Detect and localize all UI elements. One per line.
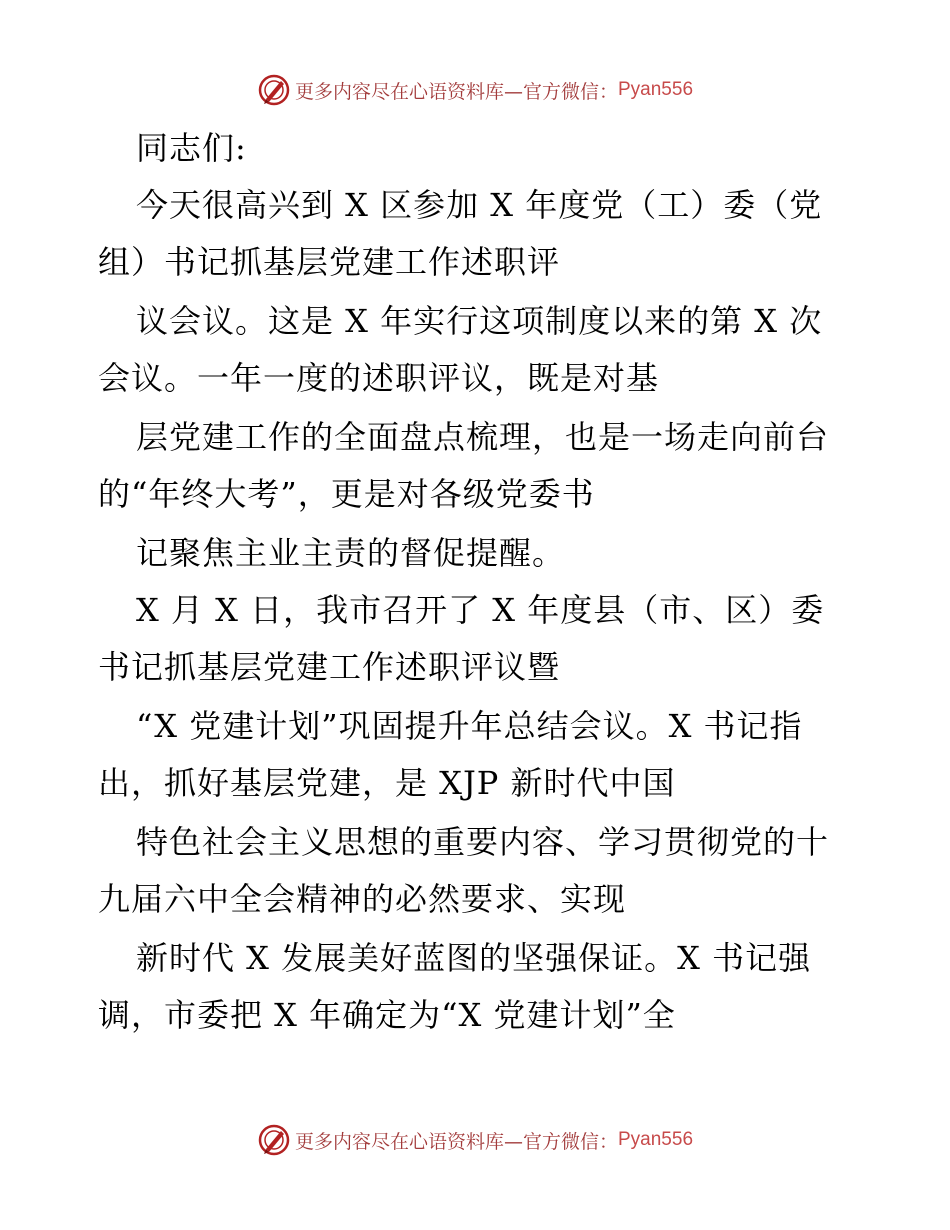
text-line: 议会议。这是 X 年实行这项制度以来的第 X 次 [136,302,823,340]
text-line: 同志们: [136,129,247,167]
text-line: 组）书记抓基层党建工作述职评 [98,243,561,281]
text-line: 记聚焦主业主责的督促提醒。 [136,534,566,572]
text-line: 书记抓基层党建工作述职评议暨 [98,648,561,686]
text-line: “X 党建计划”巩固提升年总结会议。X 书记指 [136,707,803,745]
text-line: 的“年终大考”，更是对各级党委书 [98,475,595,513]
text-line: 调，市委把 X 年确定为“X 党建计划”全 [98,996,676,1034]
text-line: 九届六中全会精神的必然要求、实现 [98,880,627,918]
text-line: 会议。一年一度的述职评议，既是对基 [98,359,660,397]
footer-watermark [0,1120,950,1160]
pen-logo-icon [257,73,291,107]
watermark-wechat-id: Pyan556 [618,79,694,100]
text-line: X 月 X 日，我市召开了 X 年度县（市、区）委 [136,591,825,629]
header-watermark [0,70,950,110]
text-line: 今天很高兴到 X 区参加 X 年度党（工）委（党 [136,186,823,224]
text-line: 特色社会主义思想的重要内容、学习贯彻党的十 [136,823,830,861]
text-line: 层党建工作的全面盘点梳理，也是一场走向前台 [136,418,830,456]
pen-logo-icon [257,1123,291,1157]
text-line: 出，抓好基层党建，是 XJP 新时代中国 [98,764,676,802]
text-line: 新时代 X 发展美好蓝图的坚强保证。X 书记强 [136,939,812,977]
watermark-text: 更多内容尽在心语资料库—官方微信： [294,80,618,103]
watermark-wechat-id: Pyan556 [618,1129,694,1150]
watermark-text: 更多内容尽在心语资料库—官方微信： [294,1130,618,1153]
